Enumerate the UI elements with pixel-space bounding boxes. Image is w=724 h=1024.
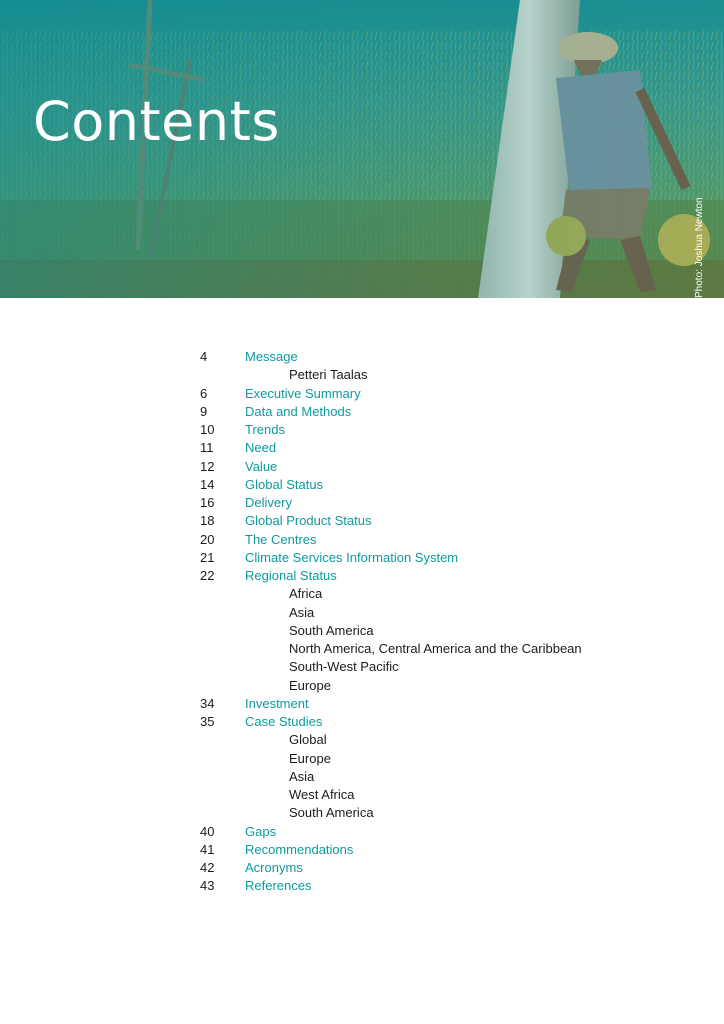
toc-entry-link[interactable]: Investment bbox=[245, 695, 309, 711]
toc-subentry-label: South America bbox=[289, 805, 374, 821]
toc-entry-link[interactable]: The Centres bbox=[245, 531, 317, 547]
toc-page-number: 21 bbox=[200, 549, 215, 565]
toc-page-number: 20 bbox=[200, 531, 215, 547]
toc-page-number: 6 bbox=[200, 385, 208, 401]
toc-page-number: 10 bbox=[200, 422, 215, 437]
toc-subentry-label: Africa bbox=[289, 586, 323, 602]
toc-subentry-label: South America bbox=[289, 622, 374, 638]
toc-page-number: 14 bbox=[200, 476, 215, 492]
toc-entry-link[interactable]: Regional Status bbox=[245, 568, 337, 583]
toc-page-number: 42 bbox=[200, 860, 215, 875]
toc-entry-link[interactable]: Climate Services Information System bbox=[245, 549, 459, 565]
toc-entry-link[interactable]: Executive Summary bbox=[245, 385, 361, 401]
toc-entry-link[interactable]: Global Product Status bbox=[245, 513, 372, 529]
toc-entry-link[interactable]: Value bbox=[245, 458, 278, 474]
toc-page-number: 41 bbox=[200, 841, 215, 857]
toc-entry-link[interactable]: Delivery bbox=[245, 495, 292, 510]
toc-subentry-label: Global bbox=[289, 732, 327, 748]
toc-entry-link[interactable]: Gaps bbox=[245, 823, 277, 839]
toc-entry-link[interactable]: Data and Methods bbox=[245, 403, 352, 419]
toc-entry-link[interactable]: Need bbox=[245, 440, 277, 456]
photo-credit: Photo: Joshua Newton bbox=[694, 197, 705, 298]
toc-page-number: 12 bbox=[200, 458, 215, 474]
toc-page-number: 16 bbox=[200, 495, 215, 510]
toc-page-number: 35 bbox=[200, 714, 215, 729]
toc-subentry-label: Petteri Taalas bbox=[289, 367, 368, 383]
toc-entry-link[interactable]: Message bbox=[245, 349, 298, 364]
toc-entry-link[interactable]: References bbox=[245, 878, 312, 894]
toc-entry-link[interactable]: Recommendations bbox=[245, 841, 354, 857]
toc-page-number: 18 bbox=[200, 513, 215, 529]
toc-page-number: 9 bbox=[200, 403, 208, 419]
toc-subentry-label: Europe bbox=[289, 750, 331, 766]
toc-page-number: 4 bbox=[200, 349, 208, 364]
toc-subentry-label: Asia bbox=[289, 604, 315, 620]
toc-entry-link[interactable]: Case Studies bbox=[245, 714, 323, 729]
toc-subentry-label: South-West Pacific bbox=[289, 659, 399, 675]
toc-page-number: 40 bbox=[200, 823, 215, 839]
toc-entry-link[interactable]: Trends bbox=[245, 422, 285, 437]
toc-page-number: 11 bbox=[200, 440, 214, 456]
toc-subentry-label: Asia bbox=[289, 768, 315, 784]
page-title: Contents bbox=[33, 90, 280, 153]
hero-photo bbox=[0, 0, 724, 298]
toc-entry-link[interactable]: Global Status bbox=[245, 476, 324, 492]
toc-subentry-label: Europe bbox=[289, 677, 331, 693]
toc-entry-link[interactable]: Acronyms bbox=[245, 860, 303, 875]
toc-page-number: 34 bbox=[200, 695, 215, 711]
toc-page-number: 22 bbox=[200, 568, 215, 583]
toc-page-number: 43 bbox=[200, 878, 215, 894]
toc-subentry-label: North America, Central America and the Caribbean bbox=[289, 641, 582, 656]
toc-subentry-label: West Africa bbox=[289, 787, 355, 802]
